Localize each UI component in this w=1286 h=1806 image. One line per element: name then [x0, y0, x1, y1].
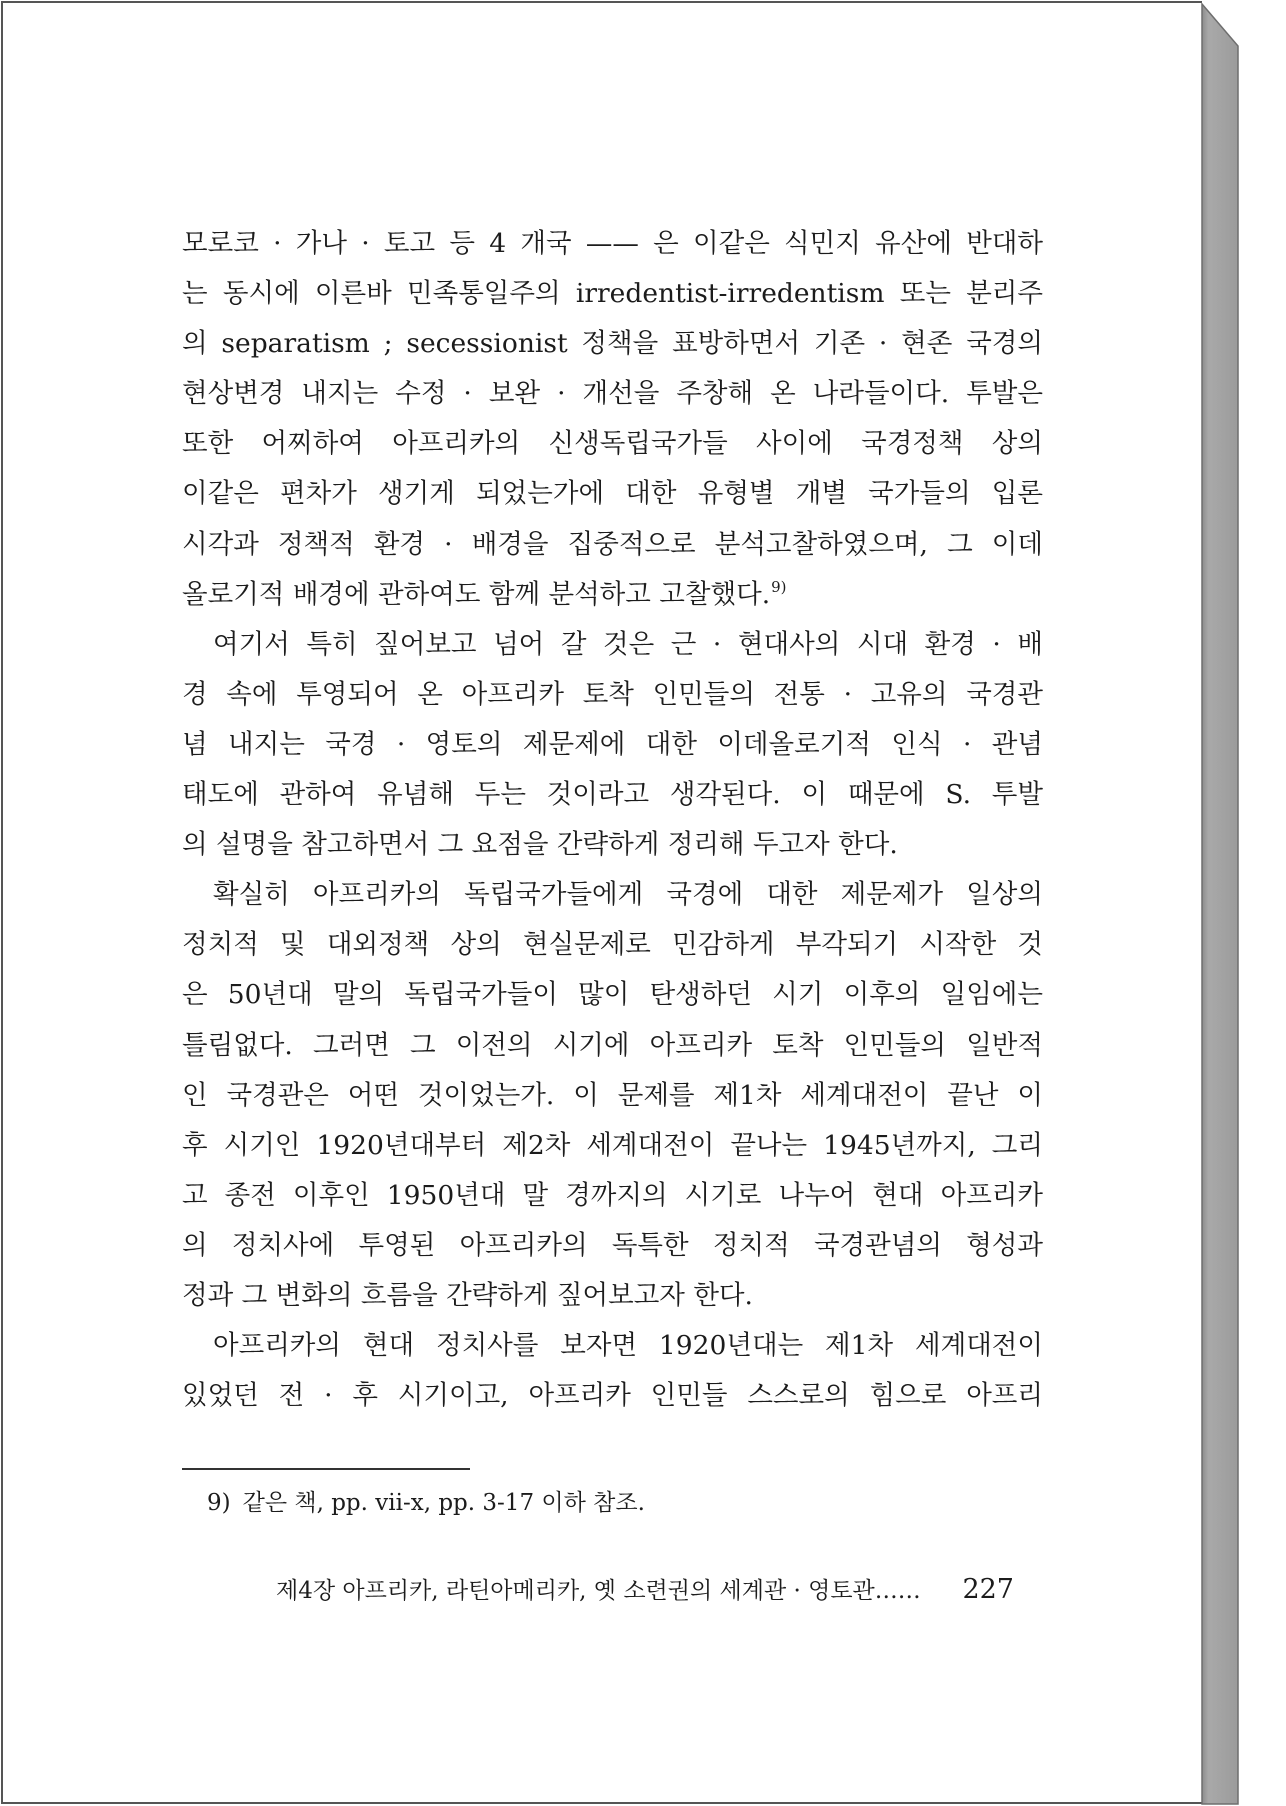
text-line: 있었던 전 · 후 시기이고, 아프리카 인민들 스스로의 힘으로 아프리 — [182, 1380, 1043, 1412]
text-line: 후 시기인 1920년대부터 제2차 세계대전이 끝나는 1945년까지, 그리 — [182, 1129, 1043, 1161]
text-line: 아프리카의 현대 정치사를 보자면 1920년대는 제1차 세계대전이 — [213, 1330, 1043, 1362]
text-line: 태도에 관하여 유념해 두는 것이라고 생각된다. 이 때문에 S. 투발 — [182, 779, 1043, 811]
text-line-content: 올로기적 배경에 관하여도 함께 분석하고 고찰했다. — [182, 578, 771, 610]
body-text — [182, 219, 1043, 1421]
text-line: 의 separatism ; secessionist 정책을 표방하면서 기존 · 현존 국경의 — [182, 328, 1043, 360]
page-number: 227 — [962, 1574, 1014, 1605]
text-line: 모로코 · 가나 · 토고 등 4 개국 —— 은 이같은 식민지 유산에 반대하 — [182, 228, 1043, 259]
text-line: 념 내지는 국경 · 영토의 제문제에 대한 이데올로기적 인식 · 관념 — [182, 728, 1043, 760]
text-line: 의 정치사에 투영된 아프리카의 독특한 정치적 국경관념의 형성과 — [182, 1229, 1043, 1261]
text-line — [182, 570, 1043, 620]
text-line: 이같은 편차가 생기게 되었는가에 대한 유형별 개별 국가들의 입론 — [182, 478, 1043, 510]
text-line: 경 속에 투영되어 온 아프리카 토착 인민들의 전통 · 고유의 국경관 — [182, 678, 1043, 710]
running-footer — [276, 1570, 1014, 1610]
paragraph — [182, 870, 1043, 1321]
text-line: 정과 그 변화의 흐름을 간략하게 짚어보고자 한다. — [182, 1279, 753, 1311]
text-line: 인 국경관은 어떤 것이었는가. 이 문제를 제1차 세계대전이 끝난 이 — [182, 1079, 1043, 1111]
text-line: 은 50년대 말의 독립국가들이 많이 탄생하던 시기 이후의 일임에는 — [182, 979, 1043, 1011]
text-line: 고 종전 이후인 1950년대 말 경까지의 시기로 나누어 현대 아프리카 — [182, 1179, 1043, 1211]
footnote-rule — [182, 1468, 470, 1470]
footnote-text: 같은 책, pp. vii-x, pp. 3-17 이하 참조. — [242, 1490, 645, 1516]
paragraph — [182, 1321, 1043, 1421]
text-line: 확실히 아프리카의 독립국가들에게 국경에 대한 제문제가 일상의 — [213, 879, 1043, 911]
text-line: 의 설명을 참고하면서 그 요점을 간략하게 정리해 두고자 한다. — [182, 829, 898, 861]
text-line: 는 동시에 이른바 민족통일주의 irredentist-irredentism 또는 분리주 — [182, 278, 1043, 310]
footnote — [207, 1484, 645, 1522]
text-line: 또한 어찌하여 아프리카의 신생독립국가들 사이에 국경정책 상의 — [182, 428, 1043, 460]
text-line: 시각과 정책적 환경 · 배경을 집중적으로 분석고찰하였으며, 그 이데 — [182, 528, 1043, 560]
footnote-number: 9) — [207, 1490, 231, 1516]
text-line: 틀림없다. 그러면 그 이전의 시기에 아프리카 토착 인민들의 일반적 — [182, 1029, 1043, 1061]
paragraph — [182, 219, 1043, 620]
footnote-reference: 9) — [771, 577, 787, 596]
text-line: 정치적 및 대외정책 상의 현실문제로 민감하게 부각되기 시작한 것 — [182, 929, 1043, 961]
paragraph — [182, 620, 1043, 870]
text-line: 현상변경 내지는 수정 · 보완 · 개선을 주창해 온 나라들이다. 투발은 — [182, 378, 1043, 410]
running-head: 제4장 아프리카, 라틴아메리카, 옛 소련권의 세계관 · 영토관…… — [276, 1578, 921, 1604]
text-line: 여기서 특히 짚어보고 넘어 갈 것은 근 · 현대사의 시대 환경 · 배 — [213, 628, 1043, 660]
